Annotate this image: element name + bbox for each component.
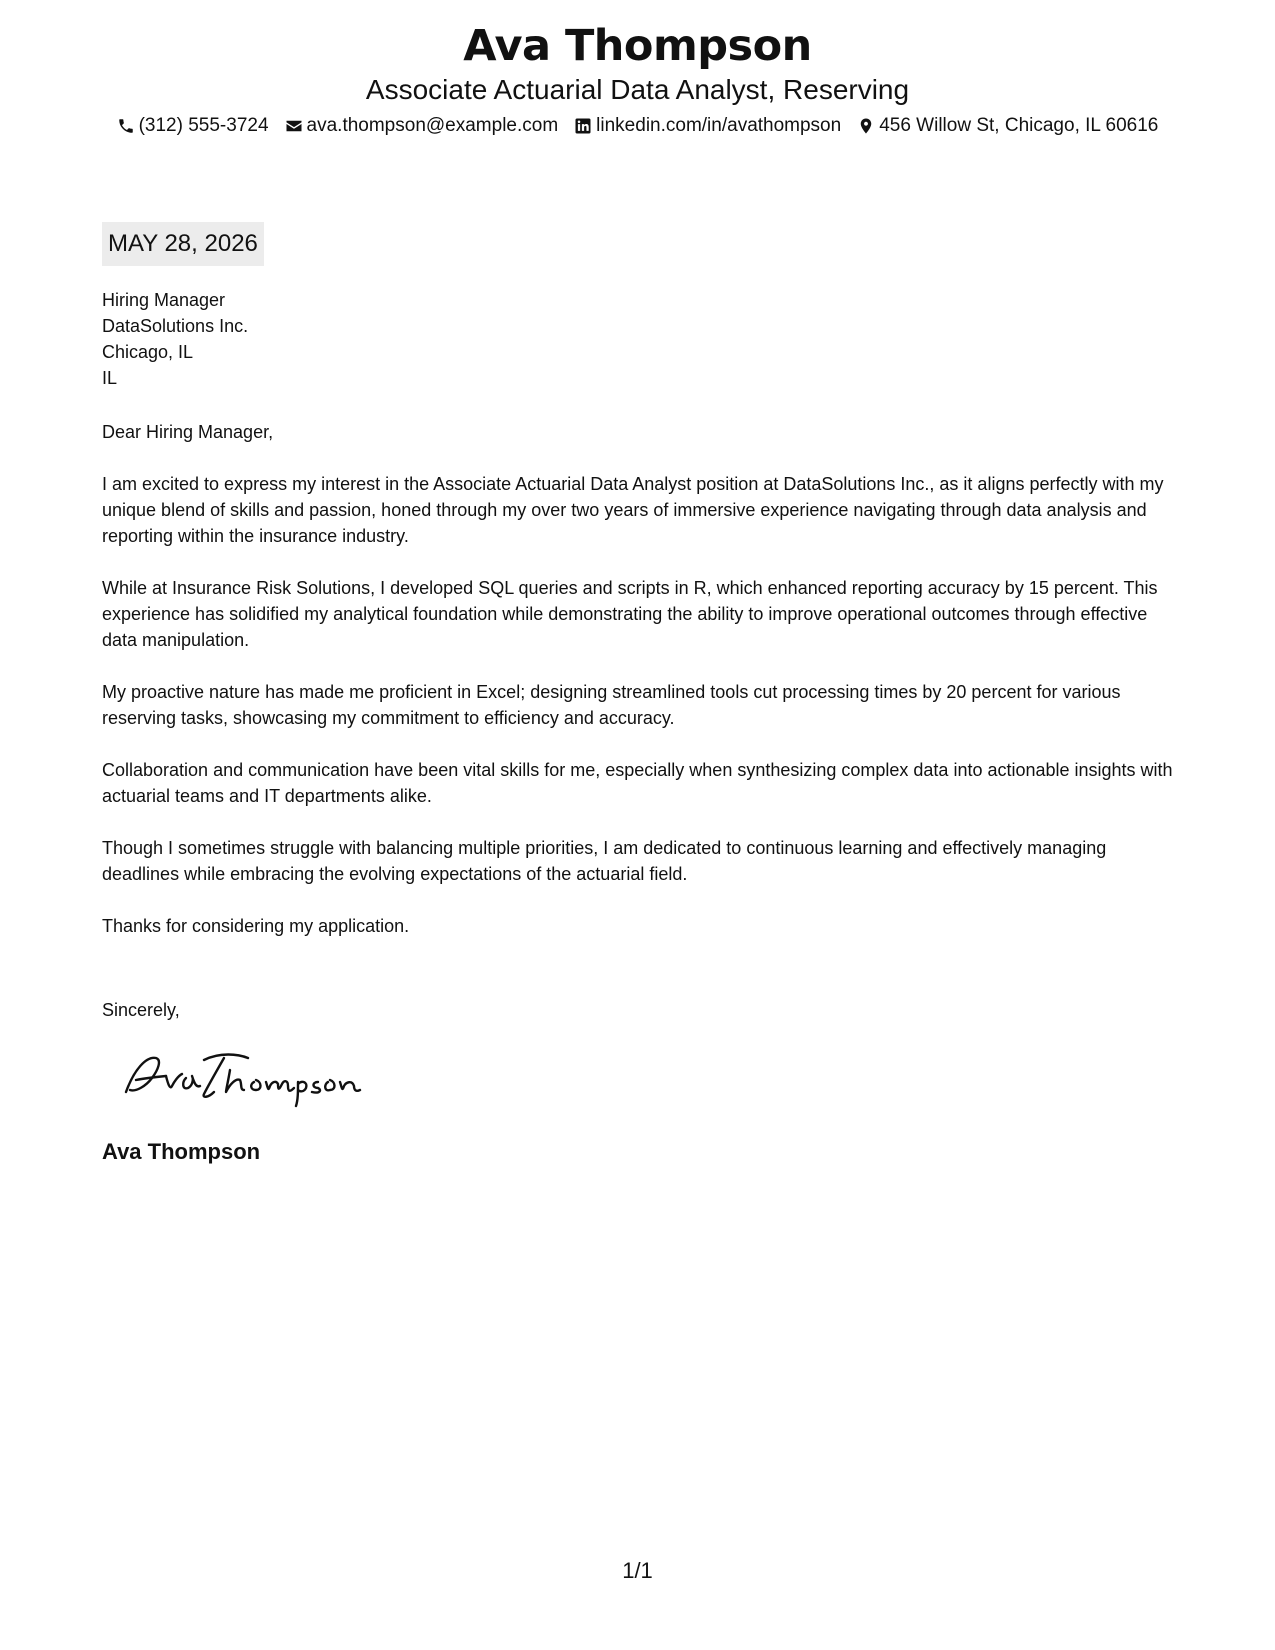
closing-line: Sincerely,: [102, 1000, 180, 1020]
signer-name: Ava Thompson: [102, 1139, 261, 1164]
recipient-line: Chicago, IL: [102, 342, 194, 362]
phone-text: (312) 555-3724: [138, 115, 269, 136]
body-paragraph: I am excited to express my interest in the Associate Actuarial Data Analyst position at DataSolutions Inc., as it aligns perfectly with my unique blend of skills and passion, honed through my over two years of immersive experience navigating through data analysis and reporting within the insurance industry.: [102, 474, 1164, 546]
body-paragraph: Collaboration and communication have been vital skills for me, especially when synthesizing complex data into actionable insights with actuarial teams and IT departments alike.: [102, 760, 1173, 806]
page-number: 1/1: [622, 1558, 653, 1583]
contact-linkedin[interactable]: [574, 112, 841, 140]
phone-icon: [117, 117, 135, 135]
envelope-icon: [285, 117, 303, 135]
recipient-line: Hiring Manager: [102, 290, 226, 310]
contact-address: [857, 112, 1158, 140]
linkedin-text[interactable]: linkedin.com/in/avathompson: [596, 115, 842, 136]
body-paragraph: My proactive nature has made me proficient in Excel; designing streamlined tools cut processing times by 20 percent for various reserving tasks, showcasing my commitment to efficiency and accuracy.: [102, 682, 1121, 728]
address-text: 456 Willow St, Chicago, IL 60616: [879, 115, 1159, 136]
linkedin-icon: [574, 117, 592, 135]
body-paragraph: Though I sometimes struggle with balancing multiple priorities, I am dedicated to continuous learning and effectively managing deadlines while embracing the evolving expectations of the actuarial field.: [102, 838, 1107, 884]
body-paragraph: While at Insurance Risk Solutions, I developed SQL queries and scripts in R, which enhanced reporting accuracy by 15 percent. This experience has solidified my analytical foundation while demonstrating the ability to improve operational outcomes through effective data manipulation.: [102, 578, 1158, 650]
recipient-line: DataSolutions Inc.: [102, 316, 249, 336]
signature-image: [112, 1040, 362, 1110]
recipient-block: [102, 287, 248, 391]
contact-phone: [117, 112, 269, 140]
recipient-line: IL: [102, 368, 118, 388]
salutation: Dear Hiring Manager,: [102, 422, 274, 442]
body-paragraph: Thanks for considering my application.: [102, 916, 410, 936]
sender-job-title: Associate Actuarial Data Analyst, Reserving: [365, 74, 910, 105]
sender-name: Ava Thompson: [463, 21, 812, 71]
contact-email[interactable]: [285, 112, 559, 140]
letter-date: MAY 28, 2026: [102, 222, 264, 266]
map-marker-icon: [857, 117, 875, 135]
email-text[interactable]: ava.thompson@example.com: [306, 115, 559, 136]
letter-body: [102, 419, 1182, 965]
contact-bar: [0, 112, 1275, 140]
